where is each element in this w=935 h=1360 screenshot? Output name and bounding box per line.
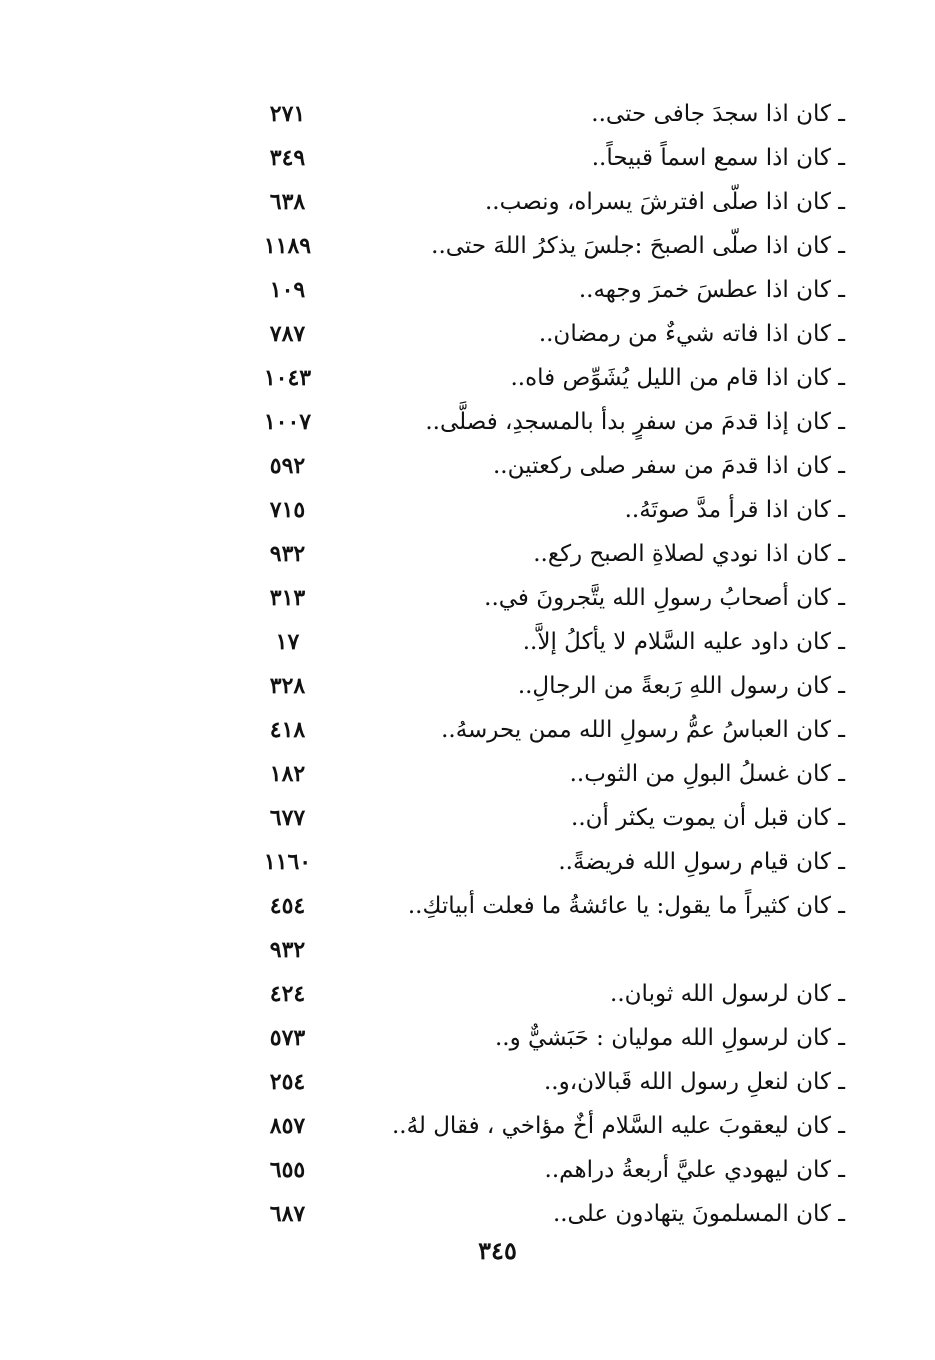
index-entry xyxy=(250,708,845,752)
entry-text: ـ كان اذا قدمَ من سفر صلى ركعتين.. xyxy=(493,453,845,479)
index-entry xyxy=(250,400,845,444)
entry-reference-number: ١١٦٠ xyxy=(263,849,312,875)
entry-text: ـ كان رسول اللهِ رَبعةً من الرجالِ.. xyxy=(517,673,845,699)
index-entry xyxy=(250,576,845,620)
entry-text: ـ كان لرسول الله ثوبان.. xyxy=(610,981,845,1007)
entry-text: ـ كان اذا قرأ مدَّ صوتَهُ.. xyxy=(624,497,845,523)
entry-text: ـ كان غسلُ البولِ من الثوب.. xyxy=(569,761,845,787)
index-entry xyxy=(250,840,845,884)
entry-text: ـ كان إذا قدمَ من سفرٍ بدأ بالمسجدِ، فصلَّى.. xyxy=(425,409,845,435)
entry-reference-number: ٩٣٢ xyxy=(269,541,306,567)
entry-text: ـ كان اذا فاته شيءٌ من رمضان.. xyxy=(538,321,845,347)
index-entry xyxy=(250,796,845,840)
entry-reference-number: ١٠٠٧ xyxy=(263,409,312,435)
entry-reference-number: ١٧ xyxy=(275,629,300,655)
entry-text: ـ كان اذا سمع اسماً قبيحاً.. xyxy=(591,145,845,171)
index-entry xyxy=(250,268,845,312)
entry-reference-number: ١٠٩ xyxy=(269,277,306,303)
entry-text: ـ كان ليهودي عليَّ أربعةُ دراهم.. xyxy=(544,1157,845,1183)
entry-text: ـ كان لرسولِ الله موليان : حَبَشيٌّ و.. xyxy=(494,1025,845,1051)
entry-text: ـ كان ليعقوبَ عليه السَّلام أخٌ مؤاخي ، فقال لهُ.. xyxy=(391,1113,845,1139)
entry-text: ـ كان أصحابُ رسولِ الله يتَّجرونَ في.. xyxy=(484,585,845,611)
entry-text: ـ كان اذا نودي لصلاةِ الصبح ركع.. xyxy=(533,541,845,567)
index-entry xyxy=(250,1016,845,1060)
index-entry xyxy=(250,752,845,796)
entry-reference-number: ٣٢٨ xyxy=(269,673,306,699)
entry-text: ـ كان كثيراً ما يقول: يا عائشةُ ما فعلت أبياتكِ.. xyxy=(407,893,845,919)
entry-reference-number: ٢٧١ xyxy=(269,101,306,127)
entry-reference-number: ٦٥٥ xyxy=(269,1157,306,1183)
entry-text: ـ كان قيام رسولِ الله فريضةً.. xyxy=(558,849,845,875)
entry-reference-number: ١٨٢ xyxy=(269,761,306,787)
index-entry xyxy=(250,620,845,664)
index-entry xyxy=(250,884,845,928)
entry-reference-number: ٦٣٨ xyxy=(269,189,306,215)
index-entry xyxy=(250,532,845,576)
index-entry xyxy=(250,136,845,180)
index-entry xyxy=(250,1148,845,1192)
entry-text: ـ كان قبل أن يموت يكثر أن.. xyxy=(571,805,845,831)
entry-reference-number: ٢٥٤ xyxy=(269,1069,306,1095)
entry-reference-number: ٥٩٢ xyxy=(269,453,306,479)
entry-text: ـ كان لنعلِ رسول الله قَبالان،و.. xyxy=(543,1069,845,1095)
index-entry xyxy=(250,664,845,708)
entry-text: ـ كان المسلمونَ يتهادون على.. xyxy=(552,1201,845,1227)
index-entry xyxy=(250,1104,845,1148)
index-entry xyxy=(250,928,845,972)
entry-text: ـ كان اذا قام من الليل يُشَوِّص فاه.. xyxy=(510,365,845,391)
entry-reference-number: ٣١٣ xyxy=(269,585,306,611)
index-entry xyxy=(250,180,845,224)
index-entry xyxy=(250,312,845,356)
entry-reference-number: ١٠٤٣ xyxy=(263,365,312,391)
entry-reference-number: ٤٥٤ xyxy=(269,893,306,919)
entry-reference-number: ٤١٨ xyxy=(269,717,306,743)
entry-text: ـ كان اذا سجدَ جافى حتى.. xyxy=(591,101,845,127)
entry-reference-number: ٦٨٧ xyxy=(269,1201,306,1227)
index-entry xyxy=(250,1192,845,1236)
entry-text: ـ كان اذا صلّى الصبحَ :جلسَ يذكرُ اللهَ حتى.. xyxy=(431,233,845,259)
entry-reference-number: ٤٢٤ xyxy=(269,981,306,1007)
entry-text: ـ كان اذا صلّى افترشَ يسراه، ونصب.. xyxy=(484,189,845,215)
entry-reference-number: ٧٨٧ xyxy=(269,321,306,347)
index-entry xyxy=(250,444,845,488)
entry-reference-number: ١١٨٩ xyxy=(263,233,312,259)
entry-reference-number: ٣٤٩ xyxy=(269,145,306,171)
entry-text: ـ كان العباسُ عمُّ رسولِ الله ممن يحرسهُ.. xyxy=(441,717,845,743)
entry-reference-number: ٦٧٧ xyxy=(269,805,306,831)
entry-text: ـ كان داود عليه السَّلام لا يأكلُ إلاَّ.. xyxy=(522,629,845,655)
entry-text: ـ كان اذا عطسَ خمرَ وجهه.. xyxy=(578,277,845,303)
index-entry xyxy=(250,972,845,1016)
page-number: ٣٤٥ xyxy=(478,1236,517,1265)
hadith-index-list xyxy=(250,92,845,1236)
index-entry xyxy=(250,1060,845,1104)
entry-reference-number: ٩٣٢ xyxy=(269,937,306,963)
index-entry xyxy=(250,224,845,268)
index-entry xyxy=(250,356,845,400)
entry-reference-number: ٧١٥ xyxy=(269,497,306,523)
entry-reference-number: ٨٥٧ xyxy=(269,1113,306,1139)
entry-reference-number: ٥٧٣ xyxy=(269,1025,306,1051)
index-entry xyxy=(250,488,845,532)
index-entry xyxy=(250,92,845,136)
